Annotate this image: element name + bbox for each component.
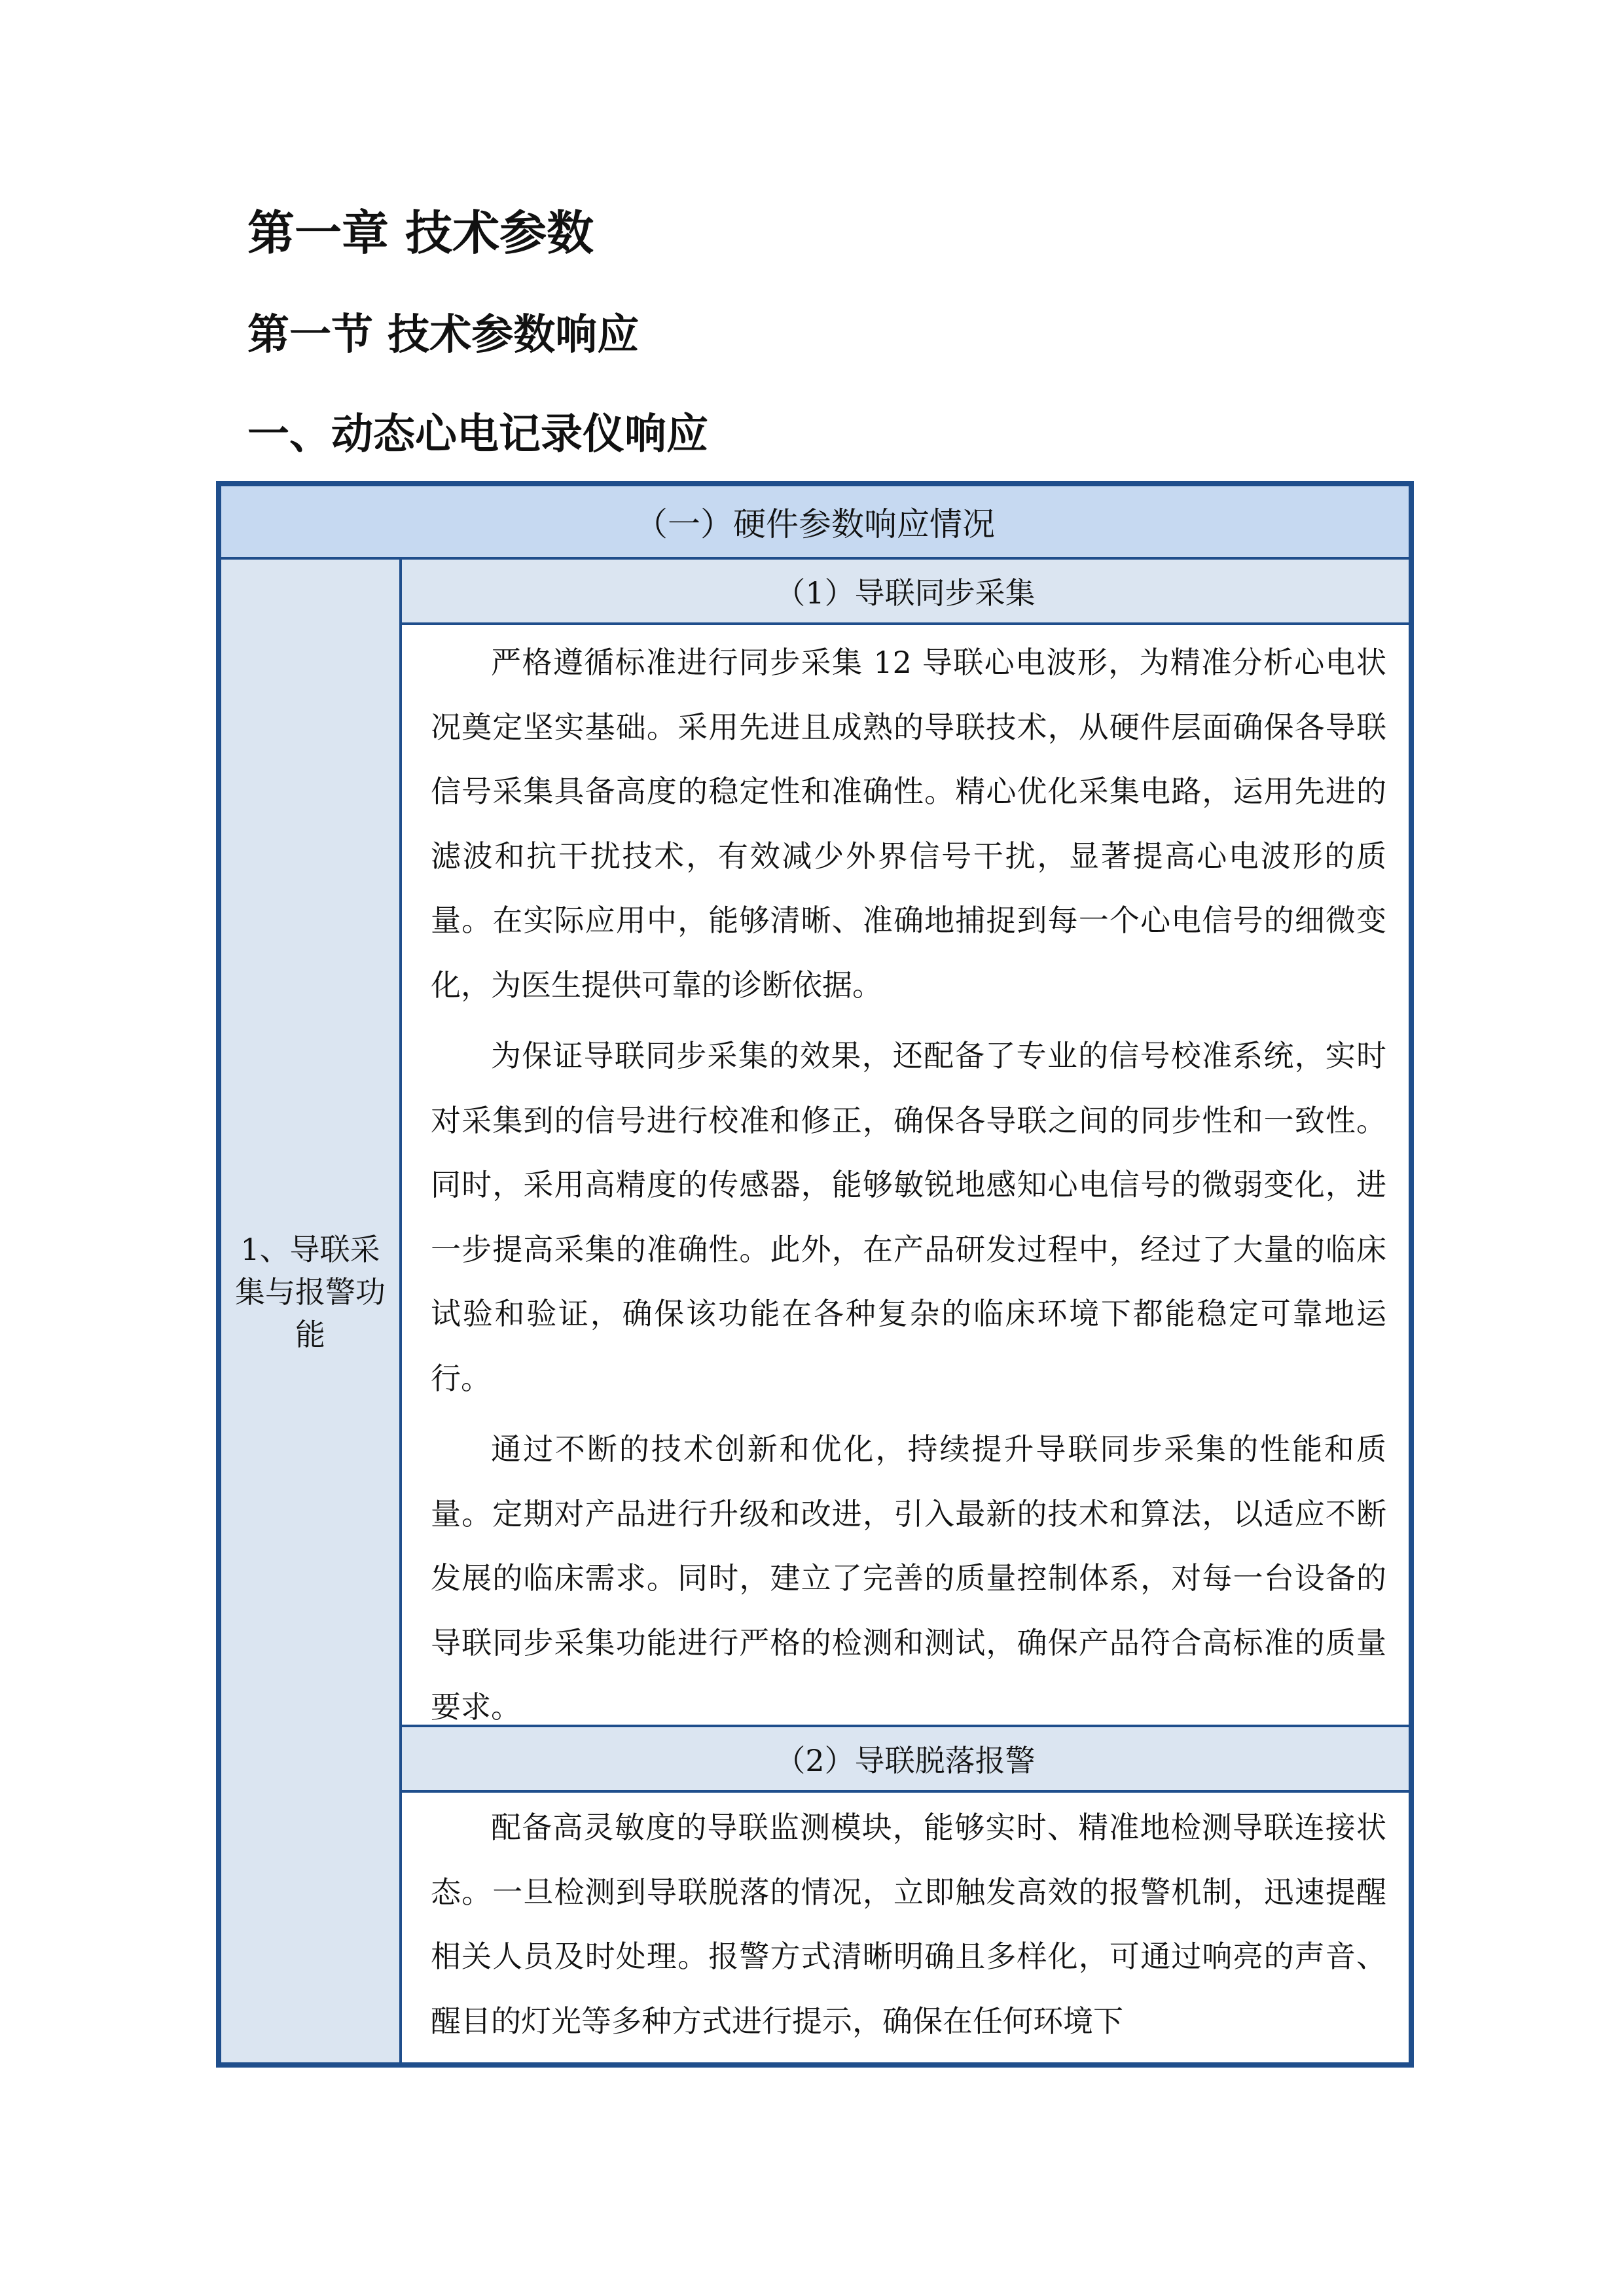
- paragraph: 通过不断的技术创新和优化，持续提升导联同步采集的性能和质量。定期对产品进行升级和改进，引入最新的技术和算法，以适应不断发展的临床需求。同时，建立了完善的质量控制体系，对每一台设备的导联同步采集功能进行严格的检测和测试，确保产品符合高标准的质量要求。: [431, 1431, 1386, 1725]
- block-title-lead-off-alarm: （2）导联脱落报警: [402, 1725, 1409, 1793]
- block-title-sync-acquisition: （1）导联同步采集: [402, 560, 1409, 625]
- parameter-response-table: [216, 481, 1414, 2068]
- details-cell: [402, 560, 1409, 2062]
- paragraph: 严格遵循标准进行同步采集 12 导联心电波形，为精准分析心电状况奠定坚实基础。采用先进且成熟的导联技术，从硬件层面确保各导联信号采集具备高度的稳定性和准确性。精心优化采集电路，运用先进的滤波和抗干扰技术，有效减少外界信号干扰，显著提高心电波形的质量。在实际应用中，能够清晰、准确地捕捉到每一个心电信号的细微变化，为医生提供可靠的诊断依据。: [431, 645, 1386, 1003]
- category-cell: [221, 560, 402, 2062]
- chapter-title: 第一章 技术参数: [247, 206, 594, 260]
- paragraph: 配备高灵敏度的导联监测模块，能够实时、精准地检测导联连接状态。一旦检测到导联脱落的情况，立即触发高效的报警机制，迅速提醒相关人员及时处理。报警方式清晰明确且多样化，可通过响亮的声音、醒目的灯光等多种方式进行提示，确保在任何环境下: [431, 1810, 1386, 2039]
- subsection-title: 一、动态心电记录仪响应: [247, 410, 708, 459]
- paragraph: 为保证导联同步采集的效果，还配备了专业的信号校准系统，实时对采集到的信号进行校准和修正，确保各导联之间的同步性和一致性。同时，采用高精度的传感器，能够敏锐地感知心电信号的微弱变化，进一步提高采集的准确性。此外，在产品研发过程中，经过了大量的临床试验和验证，确保该功能在各种复杂的临床环境下都能稳定可靠地运行。: [431, 1038, 1386, 1396]
- table-header: （一）硬件参数响应情况: [221, 486, 1409, 560]
- block-content-lead-off-alarm: [431, 1795, 1386, 2060]
- section-title: 第一节 技术参数响应: [247, 311, 640, 359]
- block-content-sync-acquisition: [431, 630, 1386, 1746]
- category-label: 1、导联采集与报警功能: [235, 1232, 386, 1352]
